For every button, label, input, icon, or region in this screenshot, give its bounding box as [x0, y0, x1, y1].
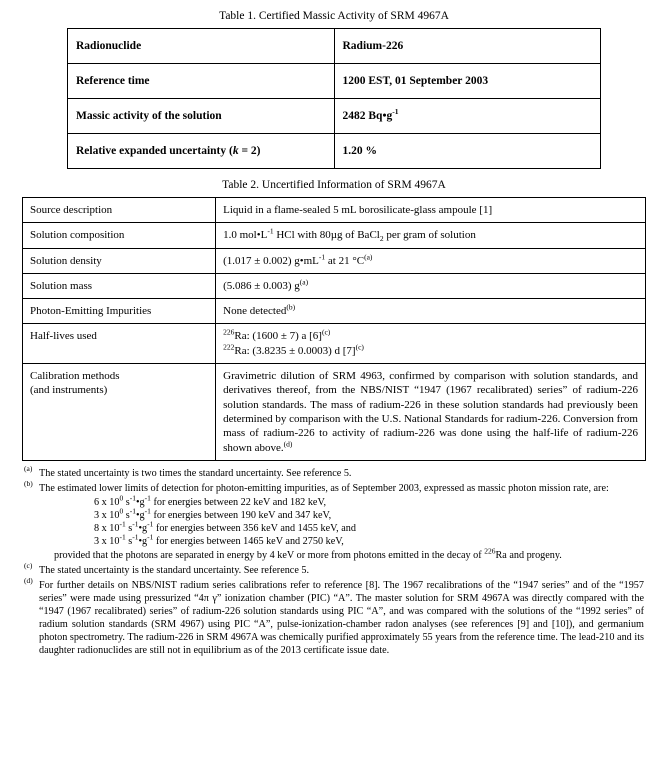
energy-range: for energies between 190 keV and 347 keV,	[150, 510, 332, 521]
table-row	[23, 223, 646, 248]
row-label: Solution composition	[23, 223, 216, 248]
row-label	[68, 134, 335, 169]
energy-range: for energies between 1465 keV and 2750 keV,	[153, 536, 344, 548]
list-item	[94, 506, 644, 522]
row-value	[216, 223, 646, 248]
value-part: Gravimetric dilution of SRM 4963, confirmed by comparison with solution standards, and derivatives thereof, from the NBS/NIST “1947 (1967 recalibrated) series” of radium-226 solution standards. The mass of radium-226 in these solution standards had previously been determined by comparison with the U.S. National Standards for radium-226. Conversion from mass of radium-226 to activity of radium-226 was done using the half-life of radium-226 shown above.	[223, 370, 638, 454]
label-suffix: = 2)	[238, 145, 261, 157]
row-label: Radionuclide	[68, 29, 335, 64]
footnote-ref: (b)	[286, 302, 296, 312]
unit-part: •g	[135, 496, 145, 508]
unit-part: •g	[138, 523, 148, 535]
table-row	[23, 198, 646, 223]
value-part: (1.017 ± 0.002) g	[223, 254, 300, 267]
table-row	[68, 99, 601, 134]
exponent: 0	[119, 506, 124, 516]
value-subscript: 2	[379, 234, 384, 244]
detection-limit-list	[39, 493, 644, 548]
row-label: Half-lives used	[23, 324, 216, 364]
value-part: HCl with 80µg of BaCl	[273, 229, 380, 242]
value-exponent: -1	[267, 226, 274, 236]
footnote-marker-text: (d)	[24, 576, 33, 586]
table1-wrapper	[12, 28, 656, 169]
exponent: -1	[119, 519, 126, 529]
footnote-text: The stated uncertainty is two times the standard uncertainty. See reference 5.	[39, 467, 352, 479]
row-value: Radium-226	[334, 29, 601, 64]
row-value	[216, 248, 646, 273]
row-value	[334, 99, 601, 134]
unit-exponent: -1	[132, 532, 139, 542]
value-number: 2482 Bq	[342, 110, 383, 122]
row-value	[216, 324, 646, 364]
label-symbol: k	[232, 145, 239, 157]
halflife-line-1	[223, 329, 638, 343]
list-item	[94, 519, 644, 535]
certified-massic-activity-table	[67, 28, 601, 169]
value-part: Ra: (1600 ± 7) a [6]	[234, 330, 322, 343]
footnote-ref: (d)	[283, 438, 293, 448]
value-exponent: -1	[318, 251, 326, 261]
energy-range: for energies between 356 keV and 1455 keV, and	[153, 523, 356, 535]
footnote-marker	[24, 561, 33, 576]
label-prefix: Relative expanded uncertainty (	[76, 145, 233, 157]
table-row	[23, 248, 646, 273]
text-part: Ra and progeny.	[495, 550, 562, 562]
footnote-b-continuation	[39, 546, 644, 562]
unit-exponent: -1	[129, 493, 136, 503]
unit-exponent: -1	[144, 493, 151, 503]
unit-part: •g	[138, 536, 148, 548]
unit-exponent: -1	[147, 519, 154, 529]
mass-number: 226	[223, 327, 235, 337]
row-value	[216, 299, 646, 324]
footnote-text: The estimated lower limits of detection for photon-emitting impurities, as of September 2003, expressed as massic photon mission rate, are:	[39, 482, 609, 494]
exponent: 0	[119, 493, 124, 503]
unit-exponent: -1	[147, 532, 154, 542]
footnote-ref: (c)	[355, 342, 364, 352]
value-part: Ra: (3.8235 ± 0.0003) d [7]	[234, 344, 356, 357]
coefficient: 3 x 10	[94, 510, 120, 521]
unit-exponent: -1	[129, 506, 136, 516]
footnote-ref: (c)	[321, 327, 331, 337]
value-part: 1.0 mol	[223, 229, 257, 242]
label-line-1: Calibration methods	[30, 370, 120, 383]
table-row	[23, 299, 646, 324]
footnote-marker-text: (a)	[24, 463, 33, 473]
coefficient: 3 x 10	[94, 536, 120, 548]
footnotes-section	[12, 461, 656, 658]
value-part: per gram of solution	[383, 229, 476, 242]
row-label: Massic activity of the solution	[68, 99, 335, 134]
unit-part: •g	[135, 510, 145, 521]
table-row	[23, 273, 646, 298]
footnote-c	[24, 561, 644, 577]
table2-wrapper	[12, 197, 656, 461]
uncertified-information-table	[22, 197, 646, 461]
unit-exponent: -1	[144, 506, 151, 516]
coefficient: 6 x 10	[94, 496, 120, 508]
halflife-line-2	[223, 344, 638, 358]
table-row	[68, 29, 601, 64]
row-label: Reference time	[68, 64, 335, 99]
text-part: provided that the photons are separated in energy by 4 keV or more from photons emitted in the decay of	[54, 550, 485, 562]
row-label: Source description	[23, 198, 216, 223]
table2-caption: Table 2. Uncertified Information of SRM 4967A	[222, 179, 446, 191]
footnote-ref: (a)	[364, 251, 373, 261]
row-value: 1.20 %	[334, 134, 601, 169]
footnote-d	[24, 576, 644, 657]
footnote-marker	[24, 576, 33, 591]
list-item	[94, 493, 644, 509]
table-row	[23, 364, 646, 461]
row-label: Solution mass	[23, 273, 216, 298]
unit-part: s	[123, 510, 130, 521]
mass-number: 222	[223, 342, 235, 352]
table-row	[68, 64, 601, 99]
value-exponent: -1	[392, 107, 399, 117]
footnote-marker-text: (c)	[24, 561, 33, 571]
value-part: °C	[352, 254, 365, 267]
table-row	[23, 324, 646, 364]
list-item	[94, 532, 644, 548]
unit-part: s	[125, 523, 133, 535]
row-value	[216, 273, 646, 298]
energy-range: for energies between 22 keV and 182 keV,	[150, 496, 327, 508]
row-value: Liquid in a flame-sealed 5 mL borosilicate-glass ampoule [1]	[216, 198, 646, 223]
mass-number: 226	[484, 546, 496, 556]
unit-part: s	[125, 536, 133, 548]
table1-caption: Table 1. Certified Massic Activity of SRM 4967A	[219, 10, 449, 22]
footnote-text: For further details on NBS/NIST radium series calibrations refer to reference [8]. The 1967 recalibrations of the “1947 series” and of the “1957 series” were made using pressurized “4π γ” ionization chamber (PIC) “A”. The master solution for SRM 4967A was directly compared with the “1947 (1967 recalibrated) series” of radium-226 solution standards using PIC “A”, and was compared with the solutions of the “1992 series” of radium solution standards (SRM 4967) using PIC “A”, pulse-ionization-chamber radon analyses (see references [9] and [10]), and germanium photon spectrometry. The radium-226 in SRM 4967A was chemically purified approximately 55 years from the reference time. The lead-210 and its daughter radionuclides are still not in equilibrium as of the 2013 certificate issue date.	[39, 580, 644, 657]
unit-part: s	[123, 496, 130, 508]
table-row	[68, 134, 601, 169]
value-part: (5.086 ± 0.003) g	[223, 279, 300, 292]
unit-exponent: -1	[132, 519, 139, 529]
row-label	[23, 364, 216, 461]
footnote-marker-text: (b)	[24, 478, 33, 488]
value-part: None detected	[223, 305, 287, 318]
footnote-marker	[24, 478, 33, 494]
row-label: Photon-Emitting Impurities	[23, 299, 216, 324]
exponent: -1	[119, 532, 126, 542]
footnote-ref: (a)	[299, 277, 309, 287]
footnote-marker	[24, 463, 33, 479]
footnote-text: The stated uncertainty is the standard uncertainty. See reference 5.	[39, 565, 310, 577]
value-part: at 21	[325, 254, 353, 267]
row-label: Solution density	[23, 248, 216, 273]
row-value: 1200 EST, 01 September 2003	[334, 64, 601, 99]
coefficient: 8 x 10	[94, 523, 120, 535]
value-part: •L	[256, 229, 268, 242]
value-unit: •g	[382, 110, 393, 122]
footnote-b	[24, 478, 644, 562]
row-value	[216, 364, 646, 461]
value-part: •mL	[299, 254, 319, 267]
footnote-a	[24, 463, 644, 480]
label-line-2: (and instruments)	[30, 384, 108, 397]
